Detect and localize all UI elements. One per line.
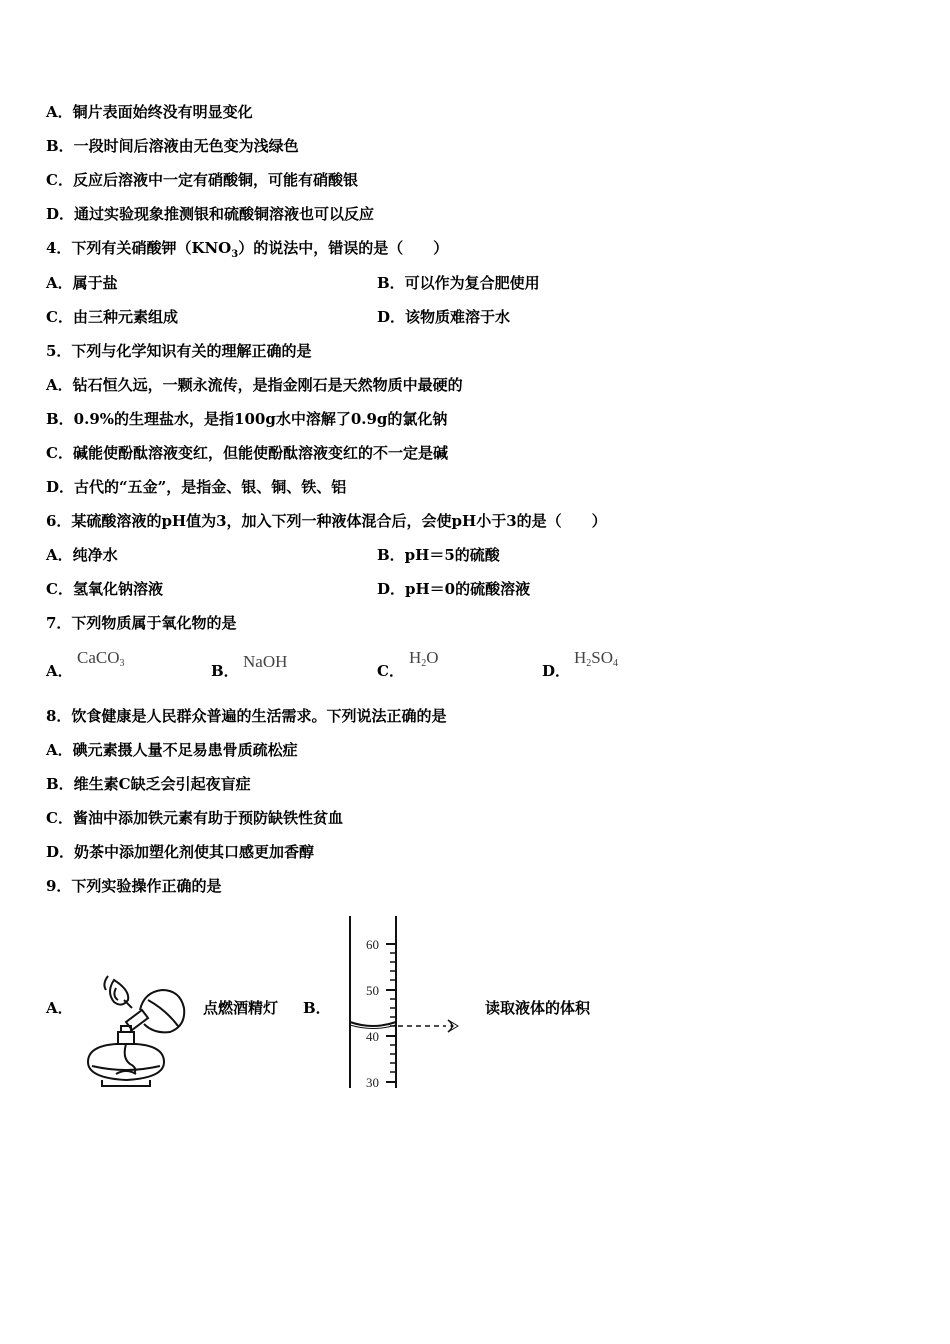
q5-option-a: A．钻石恒久远，一颗永流传，是指金刚石是天然物质中最硬的	[46, 376, 463, 394]
q8-option-a: A．碘元素摄人量不足易患骨质疏松症	[46, 741, 298, 759]
q7-option-c-formula: $H_2O$	[409, 648, 439, 669]
q5-option-b: B．0.9%的生理盐水，是指100g水中溶解了0.9g的氯化钠	[46, 410, 448, 428]
cylinder-tick-30: 30	[366, 1075, 379, 1090]
cylinder-tick-50: 50	[366, 983, 379, 998]
q7-option-b-formula: NaOH	[243, 652, 288, 671]
prev-option-d: D．通过实验现象推测银和硫酸铜溶液也可以反应	[46, 205, 375, 223]
q6-option-c: C．氢氧化钠溶液	[46, 580, 163, 598]
prev-option-a: A．铜片表面始终没有明显变化	[46, 103, 253, 121]
q8-option-c: C．酱油中添加铁元素有助于预防缺铁性贫血	[46, 809, 343, 827]
q8-option-b: B．维生素C缺乏会引起夜盲症	[46, 775, 251, 793]
q7-option-d-label: D．	[542, 662, 571, 680]
q7-option-d-formula: $H_2SO_4$	[574, 648, 619, 669]
q5-stem: 5．下列与化学知识有关的理解正确的是	[46, 342, 312, 360]
q6-option-d: D．pH＝0的硫酸溶液	[377, 580, 531, 598]
q8-option-d: D．奶茶中添加塑化剂使其口感更加香醇	[46, 843, 315, 861]
q9-option-b-caption: 读取液体的体积	[485, 999, 591, 1017]
q5-option-c: C．碱能使酚酞溶液变红，但能使酚酞溶液变红的不一定是碱	[46, 444, 448, 462]
q7-option-b-label: B．	[211, 662, 239, 680]
q9-option-b-label: B．	[303, 999, 331, 1017]
cylinder-tick-40: 40	[366, 1029, 379, 1044]
prev-option-b: B．一段时间后溶液由无色变为浅绿色	[46, 137, 299, 155]
prev-option-c: C．反应后溶液中一定有硝酸铜，可能有硝酸银	[46, 171, 358, 189]
q6-option-b: B．pH＝5的硫酸	[377, 546, 500, 564]
q4-option-a: A．属于盐	[46, 274, 118, 292]
cylinder-tick-60: 60	[366, 937, 379, 952]
q6-stem: 6．某硫酸溶液的pH值为3，加入下列一种液体混合后，会使pH小于3的是（ ）	[46, 512, 607, 530]
q4-stem: 4．下列有关硝酸钾$(KNO_3)$的说法中，错误的是（ ）	[46, 239, 449, 260]
q9-option-a-caption: 点燃酒精灯	[203, 999, 279, 1017]
q4-option-d: D．该物质难溶于水	[377, 308, 511, 326]
q8-stem: 8．饮食健康是人民群众普遍的生活需求。下列说法正确的是	[46, 707, 447, 725]
q7-stem: 7．下列物质属于氧化物的是	[46, 614, 237, 632]
q9-stem: 9．下列实验操作正确的是	[46, 877, 222, 895]
q5-option-d: D．古代的“五金”，是指金、银、铜、铁、铝	[46, 478, 347, 496]
q4-option-b: B．可以作为复合肥使用	[377, 274, 540, 292]
graduated-cylinder-illustration	[340, 912, 470, 1092]
q7-option-c-label: C．	[377, 662, 404, 680]
q4-option-c: C．由三种元素组成	[46, 308, 178, 326]
q7-option-a-formula: CaCO$_3$	[77, 648, 125, 669]
alcohol-lamp-lighting-illustration	[78, 970, 198, 1095]
q7-option-a-label: A．	[46, 662, 73, 680]
q9-option-a-label: A．	[46, 999, 73, 1017]
q6-option-a: A．纯净水	[46, 546, 118, 564]
